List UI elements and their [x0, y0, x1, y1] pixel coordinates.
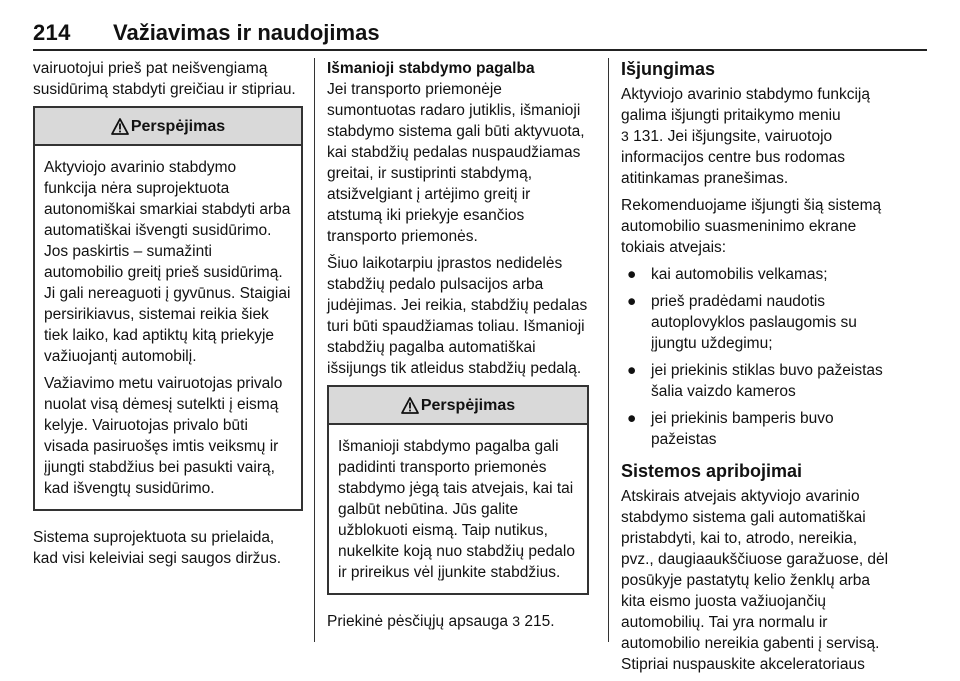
- intro-paragraph: vairuotojui prieš pat neišvengiamą susidūrimą stabdyti greičiau ir stipriau.: [33, 60, 296, 98]
- column-1: [33, 58, 303, 575]
- warning-body: [329, 425, 587, 593]
- warning-paragraph: Važiavimo metu vairuotojas privalo nuolat visą dėmesį sutelkti į eismą kelyje. Vairuotojas privalo būti visada pasiruošęs imtis veiksmų ir įjungti stabdžius bei pasukti vairą, kad išvengtų susidūrimo.: [44, 375, 283, 497]
- warning-title: Perspėjimas: [130, 117, 226, 135]
- bullet-icon: ●: [627, 362, 637, 379]
- list-item: [621, 408, 893, 450]
- page-reference-arrow-icon: 3: [512, 613, 521, 629]
- warning-triangle-icon: [401, 397, 419, 414]
- page-number: 214: [33, 20, 71, 45]
- warning-paragraph: Išmanioji stabdymo pagalba gali padidinti transporto priemonės stabdymo jėgą tais atvejais, kai tai galbūt nebūtina. Jūs galite užblokuoti eismą. Taip nutikus, nukelkite koją nuo stabdžių pedalo ir prireikus vėl įjunkite stabdžius.: [338, 438, 575, 581]
- column-3: [621, 58, 893, 681]
- header-rule: [33, 49, 927, 51]
- page-title: Važiavimas ir naudojimas: [113, 20, 380, 45]
- bullet-icon: ●: [627, 410, 637, 427]
- column-divider-2: [608, 58, 609, 642]
- column-2: [327, 58, 589, 638]
- warning-paragraph: Aktyviojo avarinio stabdymo funkcija nėra suprojektuota autonomiškai smarkiai stabdyti arba automatiškai išvengti susidūrimo. Jos paskirtis – sumažinti automobilio greitį prieš susidūrimą. Ji gali nereaguoti į gyvūnus. Staigiai persirikiavus, sistemai reikia šiek tiek laiko, kad aptiktų kitą priekyje važiuojantį automobilį.: [44, 159, 291, 365]
- warning-body: [35, 146, 301, 509]
- warning-title: Perspėjimas: [420, 396, 516, 414]
- list-item: [621, 360, 893, 402]
- list-item-text: jei priekinis bamperis buvo pažeistas: [651, 410, 834, 448]
- section-heading-limits: Sistemos apribojimai: [621, 461, 803, 481]
- list-item-text: jei priekinis stiklas buvo pažeistas šalia vaizdo kameros: [651, 362, 883, 400]
- page-reference-arrow-icon: 3: [621, 128, 629, 144]
- crossref-page[interactable]: 215.: [524, 613, 555, 630]
- body-paragraph: [621, 84, 893, 189]
- warning-box-1: [33, 106, 303, 511]
- warning-header: [35, 108, 301, 146]
- body-paragraph: Šiuo laikotarpiu įprastos nedidelės stabdžių pedalo pulsacijos arba judėjimas. Jei reikia, stabdžių pedalas turi būti spaudžiamas toliau. Išmanioji stabdžių pagalba automatiškai išsijungs tik atleidus stabdžių pedalą.: [327, 255, 588, 377]
- outro-paragraph: Sistema suprojektuota su prielaida, kad visi keleiviai segi saugos diržus.: [33, 529, 282, 567]
- body-paragraph: Jei transporto priemonėje sumontuotas radaro jutiklis, išmanioji stabdymo sistema gali būti aktyvuota, kai stabdžių pedalas nuspaudžiamas greitai, ir sustiprinti stabdymą, atsižvelgiant į artėjimo greitį ir atstumą iki priekyje esančios transporto priemonės.: [327, 81, 585, 245]
- body-paragraph: Atskirais atvejais aktyviojo avarinio stabdymo sistema gali automatiškai pristabdyti, kai to, atrodo, nereikia, pvz., daugiaaukščiuose garažuose, dėl posūkyje pastatytų kelio ženklų arba kita eismo juosta važiuojančių automobilių. Tai yra normalu ir automobilio nereikia gabenti į servisą. Stipriai nuspauskite akceleratoriaus: [621, 488, 889, 673]
- warning-header: [329, 387, 587, 425]
- body-paragraph: Rekomenduojame išjungti šią sistemą automobilio suasmeninimo ekrane tokiais atvejais:: [621, 197, 882, 256]
- list-item-text: kai automobilis velkamas;: [651, 266, 828, 283]
- list-item-text: prieš pradėdami naudotis autoplovyklos paslaugomis su įjungtu uždegimu;: [651, 293, 857, 352]
- bullet-icon: ●: [627, 266, 637, 283]
- subheading: Išmanioji stabdymo pagalba: [327, 60, 535, 77]
- list-item: [621, 264, 893, 285]
- section-heading-disable: Išjungimas: [621, 59, 716, 79]
- list-item: [621, 291, 893, 354]
- column-divider-1: [314, 58, 315, 642]
- bullet-list: [621, 264, 893, 450]
- body-text: 131. Jei išjungsite, vairuotojo informacijos centre bus rodomas atitinkamas pranešimas.: [621, 128, 845, 187]
- crossref-paragraph: [327, 611, 589, 632]
- warning-box-2: [327, 385, 589, 595]
- body-text: Aktyviojo avarinio stabdymo funkciją galima išjungti pritaikymo meniu: [621, 86, 870, 124]
- crossref-text: Priekinė pėsčiųjų apsauga: [327, 613, 508, 630]
- page-header: [0, 0, 960, 50]
- warning-triangle-icon: [111, 118, 129, 135]
- bullet-icon: ●: [627, 293, 637, 310]
